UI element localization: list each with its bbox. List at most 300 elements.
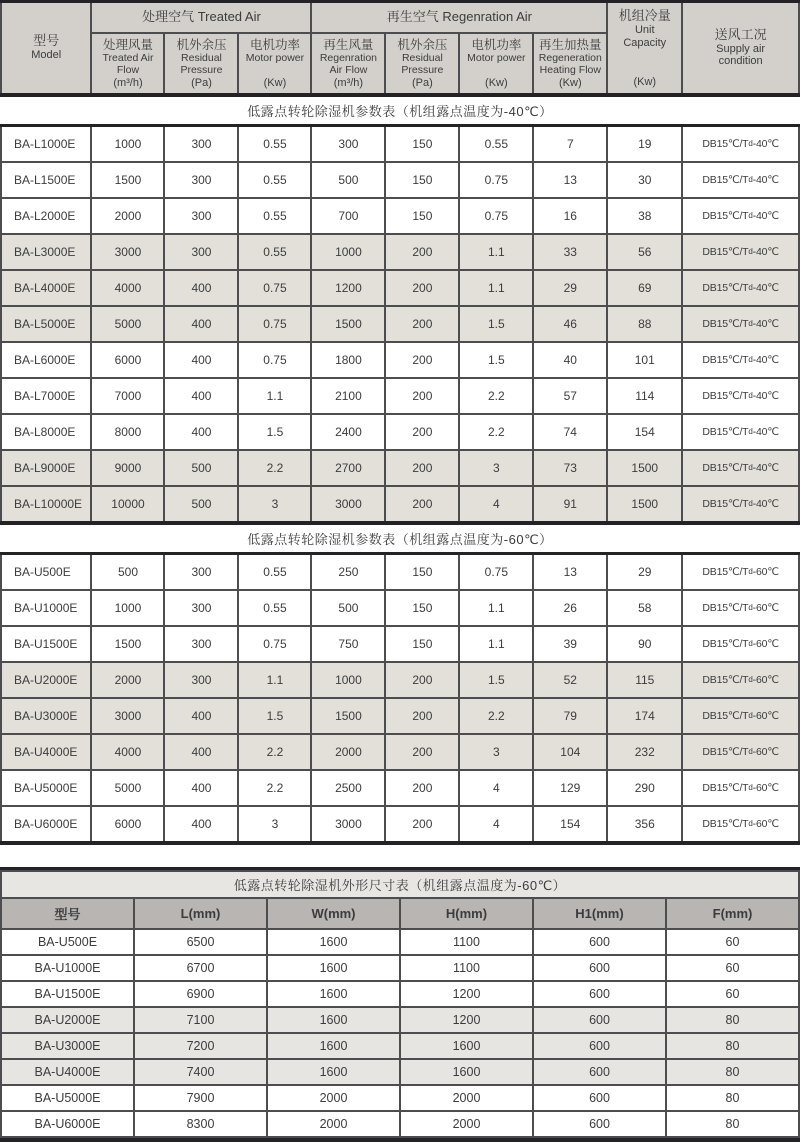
value-cell: 13 [534, 555, 606, 589]
value-cell: 2.2 [460, 415, 532, 449]
dimension-cell: 1200 [401, 1008, 532, 1032]
value-cell: 1500 [608, 487, 681, 521]
value-cell: 29 [608, 555, 681, 589]
value-cell: 0.75 [460, 555, 532, 589]
value-cell: 2.2 [239, 451, 310, 485]
value-cell: 0.75 [460, 163, 532, 197]
dimension-cell: 1600 [401, 1060, 532, 1084]
table-row [2, 555, 798, 589]
model-cell: BA-L1000E [2, 127, 90, 161]
value-cell: 6000 [92, 807, 163, 841]
table-row [2, 271, 798, 305]
model-cell: BA-L8000E [2, 415, 90, 449]
value-cell: 56 [608, 235, 681, 269]
dim-header-f: F(mm) [667, 899, 798, 928]
value-cell: 250 [312, 555, 384, 589]
value-cell: 57 [534, 379, 606, 413]
supply-subscript: d [748, 783, 753, 792]
value-cell: 2000 [92, 663, 163, 697]
value-cell: 33 [534, 235, 606, 269]
value-cell: 174 [608, 699, 681, 733]
value-cell: 2.2 [460, 699, 532, 733]
value-cell: 150 [386, 199, 458, 233]
dimensions-table [0, 867, 800, 1142]
value-cell: 129 [534, 771, 606, 805]
value-cell: 400 [165, 807, 237, 841]
subheader-regen-pressure: 机外余压 Residual Pressure (Pa) [386, 34, 458, 93]
value-cell: 1.5 [460, 343, 532, 377]
value-cell: 300 [165, 199, 237, 233]
table-gap [0, 845, 800, 867]
value-cell: 150 [386, 627, 458, 661]
value-cell: 200 [386, 451, 458, 485]
value-cell: 104 [534, 735, 606, 769]
dim-header-h1: H1(mm) [534, 899, 665, 928]
value-cell: 1.1 [460, 627, 532, 661]
model-cell: BA-U1000E [2, 956, 133, 980]
value-cell: 1000 [312, 235, 384, 269]
dimension-cell: 2000 [268, 1112, 399, 1136]
value-cell: 500 [312, 591, 384, 625]
value-cell: 2000 [92, 199, 163, 233]
spec-table-header [0, 0, 800, 97]
value-cell: 200 [386, 487, 458, 521]
supply-condition-cell: DB15℃/T d -60℃ [683, 663, 798, 697]
supply-condition-cell: DB15℃/T d -60℃ [683, 735, 798, 769]
supply-condition-cell: DB15℃/T d -40℃ [683, 199, 798, 233]
value-cell: 29 [534, 271, 606, 305]
treated-air-group-header: 处理空气 Treated Air [92, 3, 310, 32]
supply-subscript: d [748, 355, 753, 364]
dim-header-model: 型号 [2, 899, 133, 928]
value-cell: 400 [165, 415, 237, 449]
dimension-cell: 1600 [268, 1060, 399, 1084]
subheader-treated-flow: 处理风量 Treated Air Flow (m³/h) [92, 34, 163, 93]
supply-condition-cell: DB15℃/T d -60℃ [683, 807, 798, 841]
value-cell: 0.55 [239, 199, 310, 233]
value-cell: 16 [534, 199, 606, 233]
supply-subscript: d [748, 427, 753, 436]
supply-condition-cell: DB15℃/T d -40℃ [683, 307, 798, 341]
value-cell: 200 [386, 235, 458, 269]
value-cell: 3000 [92, 699, 163, 733]
supply-condition-cell: DB15℃/T d -40℃ [683, 163, 798, 197]
dimension-cell: 1600 [401, 1034, 532, 1058]
value-cell: 400 [165, 699, 237, 733]
dimension-cell: 2000 [401, 1086, 532, 1110]
value-cell: 0.55 [460, 127, 532, 161]
value-cell: 400 [165, 735, 237, 769]
dim-header-l: L(mm) [135, 899, 266, 928]
dimension-row [2, 1060, 798, 1084]
model-cell: BA-U2000E [2, 1008, 133, 1032]
value-cell: 150 [386, 127, 458, 161]
supply-subscript: d [748, 747, 753, 756]
value-cell: 150 [386, 591, 458, 625]
supply-condition-cell: DB15℃/T d -60℃ [683, 699, 798, 733]
value-cell: 3 [460, 735, 532, 769]
model-header-cn: 型号 [33, 33, 60, 49]
regen-air-group-header: 再生空气 Regenration Air [312, 3, 606, 32]
dimension-cell: 1100 [401, 930, 532, 954]
value-cell: 3 [239, 807, 310, 841]
supply-subscript: d [748, 463, 753, 472]
model-cell: BA-L7000E [2, 379, 90, 413]
model-cell: BA-U1500E [2, 982, 133, 1006]
dimension-cell: 6700 [135, 956, 266, 980]
value-cell: 400 [165, 343, 237, 377]
value-cell: 3000 [312, 487, 384, 521]
supply-subscript: d [748, 391, 753, 400]
value-cell: 1500 [608, 451, 681, 485]
value-cell: 700 [312, 199, 384, 233]
supply-condition-cell: DB15℃/T d -40℃ [683, 127, 798, 161]
supply-subscript: d [748, 711, 753, 720]
supply-condition-header-cell: 送风工况 Supply air condition [683, 3, 798, 93]
supply-condition-cell: DB15℃/T d -60℃ [683, 627, 798, 661]
value-cell: 74 [534, 415, 606, 449]
value-cell: 200 [386, 699, 458, 733]
value-cell: 1500 [312, 699, 384, 733]
model-cell: BA-L1500E [2, 163, 90, 197]
value-cell: 2400 [312, 415, 384, 449]
supply-subscript: d [748, 603, 753, 612]
model-cell: BA-U1000E [2, 591, 90, 625]
value-cell: 4000 [92, 735, 163, 769]
model-cell: BA-U2000E [2, 663, 90, 697]
supply-condition-cell: DB15℃/T d -40℃ [683, 451, 798, 485]
value-cell: 90 [608, 627, 681, 661]
value-cell: 500 [312, 163, 384, 197]
value-cell: 3 [460, 451, 532, 485]
value-cell: 150 [386, 555, 458, 589]
table-row [2, 451, 798, 485]
dimension-cell: 1600 [268, 982, 399, 1006]
supply-subscript: d [748, 175, 753, 184]
value-cell: 5000 [92, 307, 163, 341]
value-cell: 1.1 [460, 271, 532, 305]
supply-condition-cell: DB15℃/T d -40℃ [683, 487, 798, 521]
spec-rows [0, 124, 800, 525]
dimension-cell: 7200 [135, 1034, 266, 1058]
value-cell: 0.55 [239, 555, 310, 589]
model-cell: BA-U4000E [2, 735, 90, 769]
value-cell: 1500 [92, 163, 163, 197]
dim-header-h: H(mm) [401, 899, 532, 928]
value-cell: 4000 [92, 271, 163, 305]
dimension-row [2, 956, 798, 980]
value-cell: 1000 [92, 127, 163, 161]
value-cell: 115 [608, 663, 681, 697]
supply-subscript: d [748, 639, 753, 648]
value-cell: 2.2 [460, 379, 532, 413]
dimension-cell: 1200 [401, 982, 532, 1006]
value-cell: 1.1 [460, 591, 532, 625]
model-cell: BA-U500E [2, 555, 90, 589]
spec-table-body [0, 97, 800, 845]
value-cell: 150 [386, 163, 458, 197]
dimension-cell: 1600 [268, 956, 399, 980]
supply-subscript: d [748, 139, 753, 148]
supply-subscript: d [748, 247, 753, 256]
value-cell: 69 [608, 271, 681, 305]
dimension-cell: 60 [667, 930, 798, 954]
supply-condition-cell: DB15℃/T d -60℃ [683, 591, 798, 625]
supply-condition-cell: DB15℃/T d -40℃ [683, 235, 798, 269]
model-cell: BA-U3000E [2, 699, 90, 733]
dimension-cell: 80 [667, 1112, 798, 1136]
value-cell: 2.2 [239, 735, 310, 769]
supply-subscript: d [748, 211, 753, 220]
value-cell: 200 [386, 379, 458, 413]
dimension-cell: 600 [534, 1008, 665, 1032]
value-cell: 300 [165, 235, 237, 269]
value-cell: 1200 [312, 271, 384, 305]
value-cell: 3000 [92, 235, 163, 269]
value-cell: 3000 [312, 807, 384, 841]
model-cell: BA-L6000E [2, 343, 90, 377]
model-cell: BA-L5000E [2, 307, 90, 341]
dimension-cell: 6900 [135, 982, 266, 1006]
dimension-cell: 6500 [135, 930, 266, 954]
value-cell: 200 [386, 663, 458, 697]
value-cell: 232 [608, 735, 681, 769]
value-cell: 1500 [92, 627, 163, 661]
value-cell: 0.55 [239, 127, 310, 161]
dimension-cell: 600 [534, 956, 665, 980]
subheader-treated-motor: 电机功率 Motor power (Kw) [239, 34, 310, 93]
value-cell: 4 [460, 487, 532, 521]
model-header-cell [2, 3, 90, 93]
dimension-row [2, 930, 798, 954]
value-cell: 400 [165, 771, 237, 805]
value-cell: 73 [534, 451, 606, 485]
supply-condition-cell: DB15℃/T d -40℃ [683, 343, 798, 377]
value-cell: 10000 [92, 487, 163, 521]
value-cell: 200 [386, 807, 458, 841]
value-cell: 3 [239, 487, 310, 521]
table-row [2, 163, 798, 197]
value-cell: 356 [608, 807, 681, 841]
value-cell: 88 [608, 307, 681, 341]
value-cell: 30 [608, 163, 681, 197]
value-cell: 1.5 [460, 307, 532, 341]
value-cell: 1000 [312, 663, 384, 697]
table-row [2, 735, 798, 769]
section-title: 低露点转轮除湿机参数表（机组露点温度为-60℃） [0, 525, 800, 552]
dimension-cell: 1600 [268, 930, 399, 954]
value-cell: 154 [534, 807, 606, 841]
table-row [2, 807, 798, 841]
dimension-cell: 600 [534, 982, 665, 1006]
table-row [2, 415, 798, 449]
model-cell: BA-U5000E [2, 1086, 133, 1110]
value-cell: 0.75 [460, 199, 532, 233]
dimension-row [2, 1034, 798, 1058]
model-cell: BA-L9000E [2, 451, 90, 485]
table-row [2, 235, 798, 269]
model-cell: BA-L4000E [2, 271, 90, 305]
value-cell: 79 [534, 699, 606, 733]
value-cell: 38 [608, 199, 681, 233]
model-cell: BA-U500E [2, 930, 133, 954]
value-cell: 0.75 [239, 627, 310, 661]
dimension-cell: 600 [534, 1034, 665, 1058]
dimension-cell: 80 [667, 1060, 798, 1084]
dimension-row [2, 1008, 798, 1032]
value-cell: 400 [165, 271, 237, 305]
value-cell: 300 [165, 663, 237, 697]
dimension-row [2, 1086, 798, 1110]
table-row [2, 199, 798, 233]
supply-subscript: d [748, 283, 753, 292]
section-title: 低露点转轮除湿机参数表（机组露点温度为-40℃） [0, 97, 800, 124]
table-row [2, 127, 798, 161]
value-cell: 5000 [92, 771, 163, 805]
value-cell: 300 [165, 591, 237, 625]
supply-condition-cell: DB15℃/T d -60℃ [683, 555, 798, 589]
value-cell: 300 [165, 127, 237, 161]
dimension-cell: 60 [667, 956, 798, 980]
value-cell: 1.1 [460, 235, 532, 269]
model-cell: BA-L3000E [2, 235, 90, 269]
value-cell: 500 [165, 451, 237, 485]
spec-rows [0, 552, 800, 845]
dimension-cell: 80 [667, 1086, 798, 1110]
dimension-cell: 600 [534, 1112, 665, 1136]
value-cell: 2100 [312, 379, 384, 413]
value-cell: 9000 [92, 451, 163, 485]
dimension-cell: 2000 [268, 1086, 399, 1110]
value-cell: 52 [534, 663, 606, 697]
value-cell: 8000 [92, 415, 163, 449]
value-cell: 1.5 [239, 415, 310, 449]
value-cell: 750 [312, 627, 384, 661]
value-cell: 300 [165, 627, 237, 661]
dimension-row [2, 982, 798, 1006]
model-cell: BA-L10000E [2, 487, 90, 521]
dimensions-header-row [2, 899, 798, 928]
dimension-cell: 7100 [135, 1008, 266, 1032]
value-cell: 4 [460, 771, 532, 805]
dimension-cell: 600 [534, 930, 665, 954]
value-cell: 200 [386, 271, 458, 305]
value-cell: 1800 [312, 343, 384, 377]
model-cell: BA-U3000E [2, 1034, 133, 1058]
value-cell: 2000 [312, 735, 384, 769]
value-cell: 0.55 [239, 591, 310, 625]
dim-header-w: W(mm) [268, 899, 399, 928]
value-cell: 200 [386, 735, 458, 769]
value-cell: 46 [534, 307, 606, 341]
model-cell: BA-U6000E [2, 807, 90, 841]
supply-subscript: d [748, 567, 753, 576]
value-cell: 40 [534, 343, 606, 377]
table-row [2, 699, 798, 733]
value-cell: 58 [608, 591, 681, 625]
value-cell: 300 [165, 555, 237, 589]
table-row [2, 487, 798, 521]
value-cell: 0.75 [239, 271, 310, 305]
value-cell: 500 [165, 487, 237, 521]
dimension-cell: 2000 [401, 1112, 532, 1136]
supply-subscript: d [748, 675, 753, 684]
model-header-en: Model [31, 49, 62, 62]
subheader-regen-flow: 再生风量 Regenration Air Flow (m³/h) [312, 34, 384, 93]
value-cell: 1.1 [239, 663, 310, 697]
dimensions-table-body [2, 930, 798, 1136]
value-cell: 300 [165, 163, 237, 197]
table-row [2, 663, 798, 697]
value-cell: 1.5 [460, 663, 532, 697]
value-cell: 91 [534, 487, 606, 521]
model-cell: BA-L2000E [2, 199, 90, 233]
value-cell: 400 [165, 379, 237, 413]
value-cell: 7000 [92, 379, 163, 413]
dimension-cell: 600 [534, 1086, 665, 1110]
table-row [2, 307, 798, 341]
dimension-cell: 60 [667, 982, 798, 1006]
value-cell: 39 [534, 627, 606, 661]
dimension-cell: 1100 [401, 956, 532, 980]
table-row [2, 591, 798, 625]
value-cell: 0.55 [239, 163, 310, 197]
value-cell: 1500 [312, 307, 384, 341]
value-cell: 2700 [312, 451, 384, 485]
value-cell: 1.1 [239, 379, 310, 413]
value-cell: 0.75 [239, 343, 310, 377]
supply-condition-cell: DB15℃/T d -60℃ [683, 771, 798, 805]
dimension-cell: 600 [534, 1060, 665, 1084]
table-row [2, 771, 798, 805]
dimension-cell: 7400 [135, 1060, 266, 1084]
value-cell: 19 [608, 127, 681, 161]
supply-subscript: d [748, 819, 753, 828]
model-cell: BA-U1500E [2, 627, 90, 661]
value-cell: 200 [386, 415, 458, 449]
table-row [2, 379, 798, 413]
dimension-cell: 1600 [268, 1034, 399, 1058]
model-cell: BA-U6000E [2, 1112, 133, 1136]
value-cell: 1.5 [239, 699, 310, 733]
dimension-row [2, 1112, 798, 1136]
value-cell: 154 [608, 415, 681, 449]
value-cell: 101 [608, 343, 681, 377]
unit-capacity-header-cell: 机组冷量 Unit Capacity (Kw) [608, 3, 681, 93]
dimension-cell: 1600 [268, 1008, 399, 1032]
value-cell: 300 [312, 127, 384, 161]
table-row [2, 627, 798, 661]
value-cell: 4 [460, 807, 532, 841]
model-cell: BA-U5000E [2, 771, 90, 805]
dimensions-table-title: 低露点转轮除湿机外形尺寸表（机组露点温度为-60℃） [2, 872, 798, 897]
dimension-cell: 7900 [135, 1086, 266, 1110]
value-cell: 290 [608, 771, 681, 805]
supply-condition-cell: DB15℃/T d -40℃ [683, 379, 798, 413]
value-cell: 2500 [312, 771, 384, 805]
dimension-cell: 80 [667, 1008, 798, 1032]
value-cell: 2.2 [239, 771, 310, 805]
value-cell: 26 [534, 591, 606, 625]
value-cell: 200 [386, 307, 458, 341]
subheader-regen-heating: 再生加热量 Regeneration Heating Flow (Kw) [534, 34, 606, 93]
supply-condition-cell: DB15℃/T d -40℃ [683, 271, 798, 305]
supply-condition-cell: DB15℃/T d -40℃ [683, 415, 798, 449]
supply-subscript: d [748, 499, 753, 508]
value-cell: 114 [608, 379, 681, 413]
value-cell: 0.55 [239, 235, 310, 269]
supply-subscript: d [748, 319, 753, 328]
